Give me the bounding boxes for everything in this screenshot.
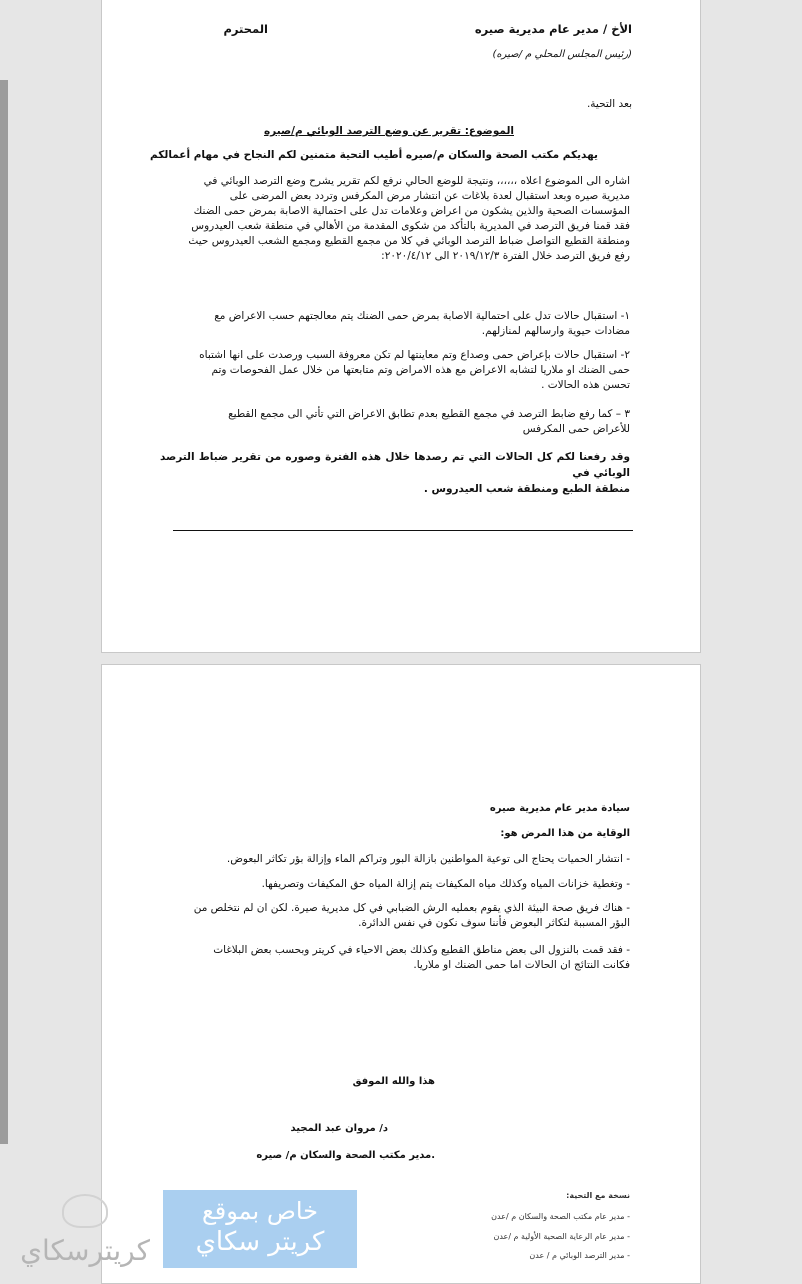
- addressee-subtitle: (رئيس المجلس المحلي م /صيره): [492, 49, 632, 60]
- prevention-bullet: [160, 901, 630, 931]
- addressee: الأخ / مدير عام مديرية صيره: [474, 22, 632, 36]
- body-line: مديرية صيره وبعد استقبال لعدة بلاغات عن انتشار مرض المكرفس وتردد بعض المرضى على: [229, 190, 630, 202]
- respected-label: المحترم: [223, 22, 268, 36]
- body-line: رفع فريق الترصد خلال الفترة ٢٠١٩/١٢/٣ الى ٢٠٢٠/٤/١٢:: [381, 250, 630, 262]
- watermark-line-2: كريتر سكاي: [195, 1227, 325, 1257]
- closing-line: منطقة الطبع ومنطقة شعب العيدروس .: [423, 483, 630, 495]
- item-line: ١- استقبال حالات تدل على احتمالية الاصابة بمرض حمى الضنك يتم معالجتهم حسب الاعراض مع: [214, 310, 630, 322]
- bullet-line: البؤر المسببة لتكاثر البعوض فأننا سوف نكون في نفس الدائرة.: [358, 917, 630, 929]
- closing-phrase: هذا والله الموفق: [352, 1076, 435, 1087]
- horizontal-rule: [173, 530, 633, 531]
- prevention-bullet: [160, 943, 630, 973]
- bullet-line: - فقد قمت بالنزول الى بعض مناطق القطيع وكذلك بعض الاحياء في كريتر وبحسب بعض البلاغات: [213, 944, 630, 956]
- subject-line: الموضوع: تقرير عن وضع الترصد الوبائي م/صيره: [263, 125, 514, 137]
- signer-name: د/ مروان عبد المجيد: [290, 1123, 388, 1134]
- greeting: بعد التحية.: [586, 98, 632, 110]
- item-line: ٢- استقبال حالات بإعراض حمى وصداع وتم معاينتها لم تكن معروفة السبب ورصدت على انها اشتباه: [199, 349, 630, 361]
- body-paragraph: [160, 174, 630, 264]
- bullet-line: فكانت النتائج ان الحالات اما حمى الضنك او ملاريا.: [413, 959, 630, 971]
- body-line: المؤسسات الصحية والذين يشكون من اعراض وعلامات تدل على احتمالية الاصابة بمرض حمى الضنك: [193, 205, 630, 217]
- prevention-bullet: [160, 852, 630, 867]
- closing-line: وقد رفعنا لكم كل الحالات التي تم رصدها خلال هذه الفترة وصوره من تقرير ضباط الترصد الوبائي في: [160, 451, 630, 479]
- body-line: فقد قمنا فريق الترصد في المديرية بالتأكد من شكوى المقدمة من الأهالي في منطقة شعب العيدروس: [191, 220, 630, 232]
- bullet-line: - انتشار الحميات يحتاج الى توعية المواطنين بازالة البور وتراكم الماء وإزالة بؤر تكاثر البعوض.: [226, 853, 630, 865]
- item-2: [160, 348, 630, 393]
- item-line: حمى الضنك او ملاريا لتشابه الاعراض مع هذه الامراض وتم متابعتها من خلال عمل الفحوصات وتم: [211, 364, 630, 376]
- closing-paragraph: [160, 449, 630, 497]
- item-1: [160, 309, 630, 339]
- item-line: ٣ – كما رفع ضابط الترصد في مجمع القطيع بعدم تطابق الاعراض التي تأتي الى مجمع القطيع: [228, 408, 630, 420]
- item-line: تحسن هذه الحالات .: [541, 379, 630, 391]
- viewer-left-rail: [0, 80, 8, 1144]
- body-line: اشاره الى الموضوع اعلاه ،،،،،، ونتيجة للوضع الحالي نرفع لكم تقرير يشرح وضع الترصد الوبائي في: [203, 175, 630, 187]
- item-3: [160, 407, 630, 437]
- site-logo: [10, 1194, 160, 1272]
- prevention-title: الوقاية من هذا المرض هو:: [500, 828, 630, 839]
- item-line: مضادات حيوية وارسالهم لمنازلهم.: [481, 325, 630, 337]
- intro-line: يهديكم مكتب الصحة والسكان م/صيره أطيب التحية متمنين لكم النجاح في مهام أعمالكم: [150, 149, 598, 161]
- copy-recipient: - مدير عام الرعاية الصحية الأولية م /عدن: [493, 1232, 630, 1241]
- body-line: ومنطقة القطيع التواصل ضباط الترصد الوبائي في كلا من مجمع القطيع ومجمع الشعب العيدروس حيث: [188, 235, 630, 247]
- copies-title: نسخة مع التحية:: [566, 1191, 630, 1200]
- copy-recipient: - مدير الترصد الوبائي م / عدن: [529, 1251, 630, 1260]
- item-line: للأعراض حمى المكرفس: [522, 423, 630, 435]
- bullet-line: - وتغطية خزانات المياه وكذلك مياه المكيفات يتم إزالة المياه حق المكيفات وتصريفها.: [261, 878, 630, 890]
- page2-addressee: سيادة مدير عام مديرية صيره: [489, 803, 630, 814]
- watermark-line-1: خاص بموقع: [202, 1197, 318, 1225]
- signer-title: .مدير مكتب الصحة والسكان م/ صيره: [256, 1150, 435, 1161]
- copy-recipient: - مدير عام مكتب الصحة والسكان م /عدن: [491, 1212, 630, 1221]
- bullet-line: - هناك فريق صحة البيئة الذي يقوم بعمليه الرش الضبابي في كل مديرية صيرة. لكن ان لم نتخلص من: [193, 902, 630, 914]
- logo-emblem-icon: [62, 1194, 108, 1228]
- document-page-1: [101, 0, 701, 653]
- prevention-bullet: [160, 877, 630, 892]
- watermark-box: [163, 1190, 357, 1268]
- logo-text: كريترسكاي: [20, 1234, 150, 1267]
